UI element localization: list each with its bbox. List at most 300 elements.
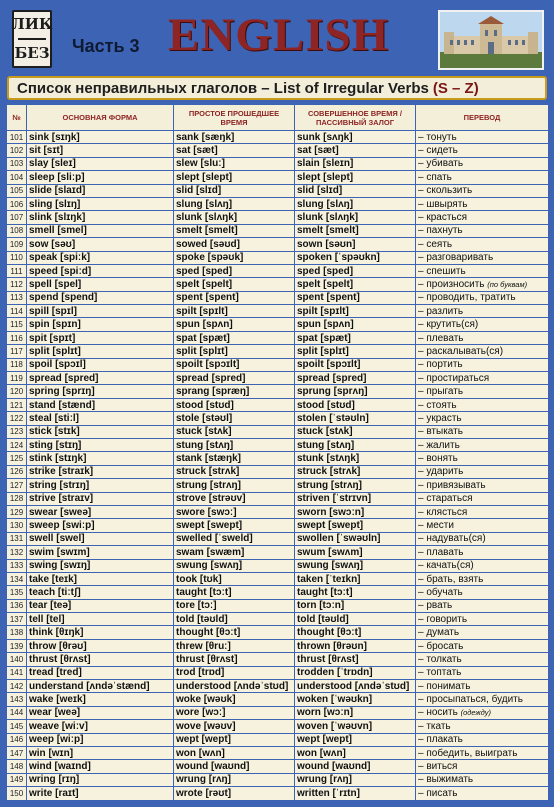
translation-text: – качать(ся) xyxy=(418,560,474,572)
table-row xyxy=(7,331,549,344)
verb-base-form: thrust [θrʌst] xyxy=(27,653,174,666)
verb-translation xyxy=(416,157,549,170)
translation-text: – сеять xyxy=(418,238,453,250)
translation-text: – украсть xyxy=(418,412,462,424)
irregular-verbs-table xyxy=(6,104,549,801)
verb-past-participle: stung [stʌŋ] xyxy=(295,438,416,451)
verb-translation xyxy=(416,131,549,144)
list-title: Список неправильных глаголов – List of Irregular Verbs xyxy=(17,79,429,97)
verb-past-participle: slid [slɪd] xyxy=(295,184,416,197)
verb-number: 146 xyxy=(7,733,27,746)
verb-past-participle: swum [swʌm] xyxy=(295,546,416,559)
verb-translation xyxy=(416,144,549,157)
table-row xyxy=(7,385,549,398)
table-row xyxy=(7,358,549,371)
verb-translation xyxy=(416,452,549,465)
verb-past-simple: slept [slept] xyxy=(174,171,295,184)
verb-base-form: speed [spiːd] xyxy=(27,264,174,277)
verb-base-form: swim [swɪm] xyxy=(27,546,174,559)
verb-past-simple: stood [stʊd] xyxy=(174,398,295,411)
verb-past-simple: won [wʌn] xyxy=(174,746,295,759)
verb-number: 148 xyxy=(7,760,27,773)
translation-text: – мести xyxy=(418,520,454,532)
verb-past-participle: sunk [sʌŋk] xyxy=(295,131,416,144)
translation-text: – раскалывать(ся) xyxy=(418,345,504,357)
verb-number: 103 xyxy=(7,157,27,170)
translation-text: – сидеть xyxy=(418,145,458,157)
verb-translation xyxy=(416,197,549,210)
verb-number: 105 xyxy=(7,184,27,197)
verb-base-form: slink [slɪŋk] xyxy=(27,211,174,224)
verb-past-simple: stank [stæŋk] xyxy=(174,452,295,465)
table-row xyxy=(7,760,549,773)
table-row xyxy=(7,465,549,478)
verb-base-form: strive [straɪv] xyxy=(27,492,174,505)
translation-text: – клясться xyxy=(418,506,468,518)
verb-past-participle: split [splɪt] xyxy=(295,345,416,358)
verb-past-simple: spilt [spɪlt] xyxy=(174,305,295,318)
translation-text: – крутить(ся) xyxy=(418,319,479,331)
verb-translation xyxy=(416,733,549,746)
translation-text: – стоять xyxy=(418,399,457,411)
verb-base-form: spring [sprɪŋ] xyxy=(27,385,174,398)
verb-number: 102 xyxy=(7,144,27,157)
verb-base-form: wind [waɪnd] xyxy=(27,760,174,773)
verb-translation xyxy=(416,278,549,291)
table-row xyxy=(7,519,549,532)
table-row xyxy=(7,733,549,746)
verb-past-participle: wept [wept] xyxy=(295,733,416,746)
verb-past-simple: sowed [səʊd] xyxy=(174,238,295,251)
translation-text: – виться xyxy=(418,761,458,773)
verb-past-participle: stunk [stʌŋk] xyxy=(295,452,416,465)
header-translation: ПЕРЕВОД xyxy=(416,105,549,131)
translation-text: – победить, выиграть xyxy=(418,747,518,759)
verb-base-form: understand [ʌndəˈstænd] xyxy=(27,680,174,693)
verb-base-form: slay [sleɪ] xyxy=(27,157,174,170)
verb-base-form: write [raɪt] xyxy=(27,787,174,800)
verb-past-simple: wept [wept] xyxy=(174,733,295,746)
table-row xyxy=(7,773,549,786)
verb-number: 135 xyxy=(7,586,27,599)
verb-number: 124 xyxy=(7,438,27,451)
header xyxy=(6,4,548,76)
page-title: ENGLISH xyxy=(168,9,390,61)
verb-base-form: throw [θrəʊ] xyxy=(27,639,174,652)
verb-past-participle: sat [sæt] xyxy=(295,144,416,157)
verb-translation xyxy=(416,398,549,411)
translation-text: – проводить, тратить xyxy=(418,292,516,304)
verb-translation xyxy=(416,586,549,599)
table-row xyxy=(7,720,549,733)
verb-past-simple: sprang [spræŋ] xyxy=(174,385,295,398)
table-row xyxy=(7,372,549,385)
translation-text: – привязывать xyxy=(418,479,486,491)
verb-past-participle: stood [stʊd] xyxy=(295,398,416,411)
verb-number: 129 xyxy=(7,505,27,518)
translation-text: – разговаривать xyxy=(418,252,494,264)
verb-past-participle: wound [waʊnd] xyxy=(295,760,416,773)
table-row xyxy=(7,787,549,800)
verb-base-form: wear [weə] xyxy=(27,706,174,719)
translation-text: – портить xyxy=(418,359,463,371)
verb-translation xyxy=(416,572,549,585)
verb-past-simple: spoilt [spɔɪlt] xyxy=(174,358,295,371)
translation-text: – ударить xyxy=(418,466,464,478)
verb-number: 137 xyxy=(7,613,27,626)
verb-past-simple: wound [waʊnd] xyxy=(174,760,295,773)
verb-past-participle: worn [wɔːn] xyxy=(295,706,416,719)
verb-past-simple: took [tʊk] xyxy=(174,572,295,585)
header-number: № xyxy=(7,105,27,131)
translation-text: – плавать xyxy=(418,546,464,558)
verb-translation xyxy=(416,291,549,304)
verb-translation xyxy=(416,505,549,518)
header-base-form: ОСНОВНАЯ ФОРМА xyxy=(27,105,174,131)
verb-translation xyxy=(416,787,549,800)
verb-base-form: sweep [swiːp] xyxy=(27,519,174,532)
verb-number: 128 xyxy=(7,492,27,505)
verb-base-form: sow [səʊ] xyxy=(27,238,174,251)
table-row xyxy=(7,412,549,425)
verb-past-simple: sped [sped] xyxy=(174,264,295,277)
verb-number: 150 xyxy=(7,787,27,800)
verb-translation xyxy=(416,680,549,693)
verb-translation xyxy=(416,532,549,545)
table-row xyxy=(7,613,549,626)
verb-past-simple: swam [swæm] xyxy=(174,546,295,559)
table-row xyxy=(7,251,549,264)
verb-past-simple: swelled [ˈsweld] xyxy=(174,532,295,545)
translation-text: – пахнуть xyxy=(418,225,463,237)
verb-number: 110 xyxy=(7,251,27,264)
verb-translation xyxy=(416,425,549,438)
verb-past-simple: swung [swʌŋ] xyxy=(174,559,295,572)
verb-past-participle: spoken [ˈspəʊkn] xyxy=(295,251,416,264)
verb-translation xyxy=(416,412,549,425)
verb-translation xyxy=(416,639,549,652)
verb-translation xyxy=(416,746,549,759)
table-row xyxy=(7,345,549,358)
verb-translation xyxy=(416,331,549,344)
verb-past-simple: slunk [slʌŋk] xyxy=(174,211,295,224)
table-row xyxy=(7,706,549,719)
translation-text: – простираться xyxy=(418,372,490,384)
table-row xyxy=(7,559,549,572)
translation-text: – просыпаться, будить xyxy=(418,694,523,706)
verb-base-form: take [teɪk] xyxy=(27,572,174,585)
verb-past-participle: swept [swept] xyxy=(295,519,416,532)
header-past-simple: ПРОСТОЕ ПРОШЕДШЕЕ ВРЕМЯ xyxy=(174,105,295,131)
table-row xyxy=(7,532,549,545)
table-row xyxy=(7,211,549,224)
verb-number: 125 xyxy=(7,452,27,465)
verb-past-participle: understood [ʌndəˈstʊd] xyxy=(295,680,416,693)
table-row xyxy=(7,238,549,251)
table-row xyxy=(7,639,549,652)
verb-base-form: stand [stænd] xyxy=(27,398,174,411)
verb-base-form: tread [tred] xyxy=(27,666,174,679)
verb-base-form: slide [slaɪd] xyxy=(27,184,174,197)
verb-translation xyxy=(416,546,549,559)
verb-past-participle: woken [ˈwəʊkn] xyxy=(295,693,416,706)
verb-base-form: wring [rɪŋ] xyxy=(27,773,174,786)
translation-text: – спешить xyxy=(418,265,466,277)
translation-text: – выжимать xyxy=(418,774,474,786)
verb-base-form: sting [stɪŋ] xyxy=(27,438,174,451)
verb-past-simple: slid [slɪd] xyxy=(174,184,295,197)
verb-translation xyxy=(416,613,549,626)
verb-past-participle: slung [slʌŋ] xyxy=(295,197,416,210)
translation-text: – разлить xyxy=(418,305,464,317)
verb-number: 147 xyxy=(7,746,27,759)
table-row xyxy=(7,305,549,318)
table-row xyxy=(7,746,549,759)
verb-past-simple: spread [spred] xyxy=(174,372,295,385)
table-row xyxy=(7,492,549,505)
translation-text: – плевать xyxy=(418,332,464,344)
verb-base-form: weep [wiːp] xyxy=(27,733,174,746)
verb-number: 139 xyxy=(7,639,27,652)
translation-text: – понимать xyxy=(418,680,471,692)
verb-past-participle: spun [spʌn] xyxy=(295,318,416,331)
verb-base-form: tear [teə] xyxy=(27,599,174,612)
verb-translation xyxy=(416,171,549,184)
translation-text: – швырять xyxy=(418,198,468,210)
translation-text: – красться xyxy=(418,212,468,224)
verb-past-simple: smelt [smelt] xyxy=(174,224,295,237)
verb-past-participle: sworn [swɔːn] xyxy=(295,505,416,518)
part-label: Часть 3 xyxy=(72,36,140,56)
verb-past-simple: stung [stʌŋ] xyxy=(174,438,295,451)
table-row xyxy=(7,586,549,599)
verb-past-simple: split [splɪt] xyxy=(174,345,295,358)
verb-translation xyxy=(416,184,549,197)
verb-past-participle: taken [ˈteɪkn] xyxy=(295,572,416,585)
table-row xyxy=(7,318,549,331)
table-header-row xyxy=(7,105,549,131)
verb-past-participle: struck [strʌk] xyxy=(295,465,416,478)
table-row xyxy=(7,171,549,184)
verb-base-form: weave [wiːv] xyxy=(27,720,174,733)
verb-base-form: swing [swɪŋ] xyxy=(27,559,174,572)
verb-past-simple: sank [sæŋk] xyxy=(174,131,295,144)
table-row xyxy=(7,184,549,197)
translation-text: – говорить xyxy=(418,613,468,625)
verb-past-simple: slung [slʌŋ] xyxy=(174,197,295,210)
table-row xyxy=(7,425,549,438)
verb-past-participle: swollen [ˈswəʊln] xyxy=(295,532,416,545)
verb-past-simple: strove [strəʊv] xyxy=(174,492,295,505)
table-row xyxy=(7,278,549,291)
verb-number: 117 xyxy=(7,345,27,358)
table-row xyxy=(7,398,549,411)
verb-base-form: stick [stɪk] xyxy=(27,425,174,438)
table-row xyxy=(7,666,549,679)
verb-past-simple: wrung [rʌŋ] xyxy=(174,773,295,786)
verb-translation xyxy=(416,599,549,612)
verb-past-simple: told [təʊld] xyxy=(174,613,295,626)
verb-past-simple: swept [swept] xyxy=(174,519,295,532)
verb-number: 120 xyxy=(7,385,27,398)
verb-translation xyxy=(416,760,549,773)
verb-number: 145 xyxy=(7,720,27,733)
verb-base-form: steal [stiːl] xyxy=(27,412,174,425)
verb-translation xyxy=(416,372,549,385)
verb-base-form: sling [slɪŋ] xyxy=(27,197,174,210)
verb-number: 112 xyxy=(7,278,27,291)
verb-past-simple: thrust [θrʌst] xyxy=(174,653,295,666)
verb-number: 149 xyxy=(7,773,27,786)
verb-number: 138 xyxy=(7,626,27,639)
verb-past-participle: slunk [slʌŋk] xyxy=(295,211,416,224)
verb-translation xyxy=(416,693,549,706)
verb-number: 107 xyxy=(7,211,27,224)
verb-translation xyxy=(416,559,549,572)
letter-range: (S – Z) xyxy=(432,79,479,97)
verb-past-participle: thrust [θrʌst] xyxy=(295,653,416,666)
verb-number: 132 xyxy=(7,546,27,559)
verb-translation xyxy=(416,666,549,679)
verb-number: 123 xyxy=(7,425,27,438)
logo-bottom-text: БЕЗ xyxy=(14,44,50,62)
verb-number: 122 xyxy=(7,412,27,425)
table-row xyxy=(7,144,549,157)
verb-number: 144 xyxy=(7,706,27,719)
verb-past-participle: spilt [spɪlt] xyxy=(295,305,416,318)
verb-base-form: sit [sɪt] xyxy=(27,144,174,157)
table-row xyxy=(7,693,549,706)
table-row xyxy=(7,131,549,144)
verb-base-form: spell [spel] xyxy=(27,278,174,291)
verb-past-participle: won [wʌn] xyxy=(295,746,416,759)
translation-text: – вонять xyxy=(418,453,458,465)
verb-past-simple: stuck [stʌk] xyxy=(174,425,295,438)
building-illustration xyxy=(440,12,542,68)
verb-base-form: spill [spɪl] xyxy=(27,305,174,318)
verb-translation xyxy=(416,358,549,371)
verb-past-participle: thought [θɔːt] xyxy=(295,626,416,639)
verb-past-participle: trodden [ˈtrɒdn] xyxy=(295,666,416,679)
verb-past-simple: strung [strʌŋ] xyxy=(174,479,295,492)
verb-base-form: win [wɪn] xyxy=(27,746,174,759)
verb-past-participle: stuck [stʌk] xyxy=(295,425,416,438)
verb-number: 134 xyxy=(7,572,27,585)
verb-number: 131 xyxy=(7,532,27,545)
verb-past-simple: struck [strʌk] xyxy=(174,465,295,478)
table-row xyxy=(7,680,549,693)
verb-number: 101 xyxy=(7,131,27,144)
verb-number: 106 xyxy=(7,197,27,210)
verb-past-participle: sprung [sprʌŋ] xyxy=(295,385,416,398)
verb-past-simple: understood [ʌndəˈstʊd] xyxy=(174,680,295,693)
table-row xyxy=(7,452,549,465)
verb-translation xyxy=(416,211,549,224)
table-row xyxy=(7,626,549,639)
verb-base-form: tell [tel] xyxy=(27,613,174,626)
verb-base-form: split [splɪt] xyxy=(27,345,174,358)
building-photo xyxy=(438,10,544,70)
verb-past-simple: slew [sluː] xyxy=(174,157,295,170)
translation-text: – толкать xyxy=(418,653,462,665)
verb-number: 115 xyxy=(7,318,27,331)
translation-text: – спать xyxy=(418,171,452,183)
verb-base-form: spend [spend] xyxy=(27,291,174,304)
translation-text: – ткать xyxy=(418,720,451,732)
table-row xyxy=(7,479,549,492)
verb-translation xyxy=(416,519,549,532)
verb-past-simple: stole [stəʊl] xyxy=(174,412,295,425)
translation-text: – надувать(ся) xyxy=(418,533,486,545)
verb-past-simple: thought [θɔːt] xyxy=(174,626,295,639)
verb-number: 119 xyxy=(7,372,27,385)
translation-text: – жалить xyxy=(418,439,460,451)
verb-past-participle: written [ˈrɪtn] xyxy=(295,787,416,800)
verb-past-participle: woven [ˈwəʊvn] xyxy=(295,720,416,733)
verb-translation xyxy=(416,318,549,331)
verb-number: 141 xyxy=(7,666,27,679)
verb-number: 143 xyxy=(7,693,27,706)
verb-past-participle: spelt [spelt] xyxy=(295,278,416,291)
translation-text: – прыгать xyxy=(418,386,464,398)
verb-number: 109 xyxy=(7,238,27,251)
verb-past-participle: spoilt [spɔɪlt] xyxy=(295,358,416,371)
table-row xyxy=(7,572,549,585)
verb-translation xyxy=(416,492,549,505)
translation-text: – стараться xyxy=(418,493,473,505)
table-row xyxy=(7,505,549,518)
verb-translation xyxy=(416,251,549,264)
translation-text: – скользить xyxy=(418,185,473,197)
verb-translation xyxy=(416,626,549,639)
verb-number: 133 xyxy=(7,559,27,572)
verb-base-form: string [strɪŋ] xyxy=(27,479,174,492)
verb-past-simple: swore [swɔː] xyxy=(174,505,295,518)
translation-text: – думать xyxy=(418,627,460,639)
verb-past-participle: wrung [rʌŋ] xyxy=(295,773,416,786)
verb-translation xyxy=(416,305,549,318)
table-row xyxy=(7,546,549,559)
verb-base-form: spoil [spɔɪl] xyxy=(27,358,174,371)
table-row xyxy=(7,291,549,304)
translation-text: – рвать xyxy=(418,600,453,612)
verb-past-participle: taught [tɔːt] xyxy=(295,586,416,599)
verb-translation xyxy=(416,264,549,277)
verb-number: 104 xyxy=(7,171,27,184)
publisher-logo xyxy=(12,10,52,68)
verb-number: 136 xyxy=(7,599,27,612)
verb-number: 140 xyxy=(7,653,27,666)
verb-base-form: wake [weɪk] xyxy=(27,693,174,706)
verb-base-form: think [θɪŋk] xyxy=(27,626,174,639)
translation-text: – втыкать xyxy=(418,426,463,438)
translation-text: – носить xyxy=(418,707,458,719)
table-row xyxy=(7,599,549,612)
verb-past-simple: wove [wəʊv] xyxy=(174,720,295,733)
table-row xyxy=(7,224,549,237)
verb-past-simple: sat [sæt] xyxy=(174,144,295,157)
table-row xyxy=(7,438,549,451)
verb-past-participle: smelt [smelt] xyxy=(295,224,416,237)
translation-note: (одежду) xyxy=(460,708,491,718)
verb-past-participle: strung [strʌŋ] xyxy=(295,479,416,492)
table-body xyxy=(7,131,549,801)
verb-translation xyxy=(416,479,549,492)
table-row xyxy=(7,197,549,210)
logo-top-text: ЛИК xyxy=(11,15,53,33)
translation-text: – плакать xyxy=(418,734,463,746)
verb-base-form: smell [smel] xyxy=(27,224,174,237)
